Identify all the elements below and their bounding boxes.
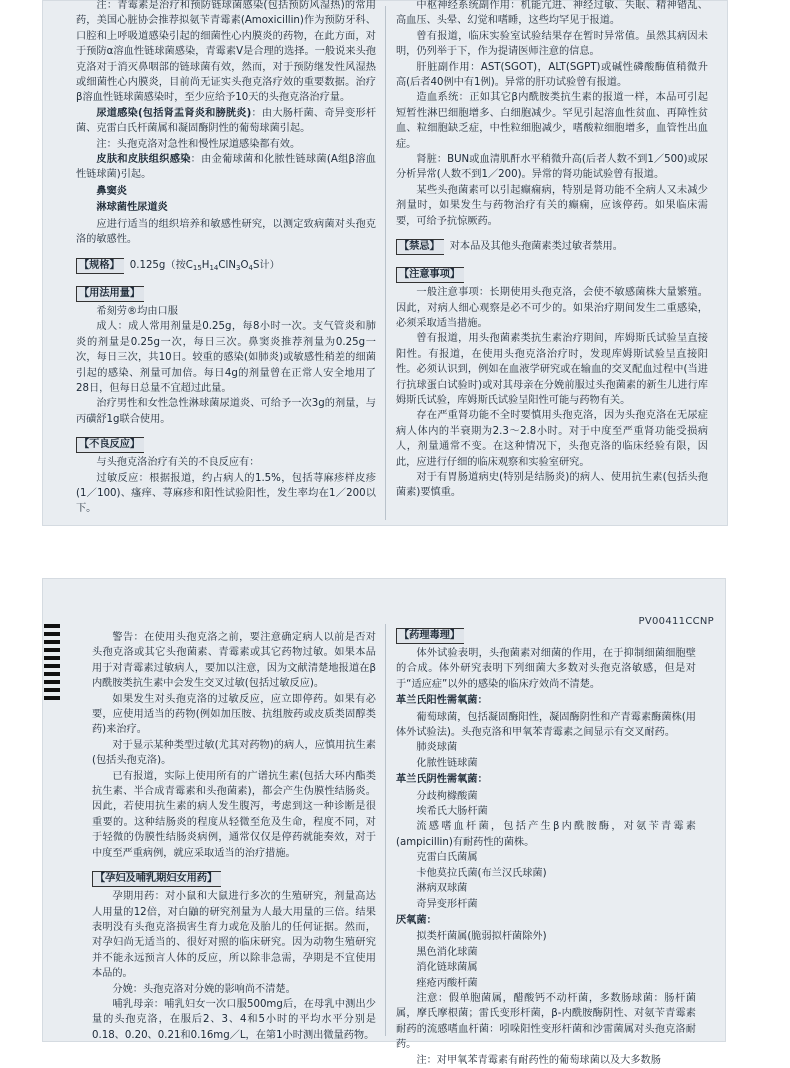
gram-negative-heading: 革兰氏阴性需氧菌： xyxy=(396,774,488,786)
usage-adult: 成人：成人常用剂量是0.25g，每8小时一次。支气管炎和肺炎的剂量是0.25g一次，每日三次。鼻窦炎推荐剂量为0.25g一次，每日三次，共10日。较重的感染(如肺炎)或敏感性稍差的细菌引起的感染、剂量可加倍。每日4g的剂量曾在正常人安全地用了28日，但每日总量不宜超过此量。 xyxy=(76,321,376,394)
organism-item: 淋病双球菌 xyxy=(416,883,468,895)
leaflet-page-2 xyxy=(42,578,726,1066)
print-registration-bars xyxy=(44,624,60,704)
organism-item: 奇异变形杆菌 xyxy=(416,898,478,910)
caution-general: 一般注意事项：长期使用头孢克洛，会使不敏感菌株大量繁殖。因此，对病人细心观察是必不可少的。如果治疗期间发生二重感染，必须采取适当措施。 xyxy=(396,287,708,329)
resistance-note-2: 注：对甲氧苯青霉素有耐药性的葡萄球菌以及大多数肠 xyxy=(416,1054,661,1066)
gonorrhea-text: 应进行适当的组织培养和敏感性研究，以测定致病菌对头孢克洛的敏感性。 xyxy=(76,218,376,246)
caution-gi: 对于有胃肠道病史(特别是结肠炎)的病人、使用抗生素(包括头孢菌素)要慎重。 xyxy=(396,471,708,499)
usage-label: 【用法用量】 xyxy=(76,286,144,302)
epilepsy-note: 某些头孢菌素可以引起癫痫病，特别是肾功能不全病人又未减少剂量时，如果发生与药物治疗有关的癫痫，应该停药。如果临床需要，可给予抗惊厥药。 xyxy=(396,184,708,227)
formula-part: H xyxy=(201,259,210,271)
organism-item: 化脓性链球菌 xyxy=(416,757,478,769)
warning-sensitive: 对于显示某种类型过敏(尤其对药物)的病人，应慎用抗生素(包括头孢克洛)。 xyxy=(92,739,376,767)
organism-item: 分歧枸橼酸菌 xyxy=(416,790,478,802)
adverse-intro: 与头孢克洛治疗有关的不良反应有： xyxy=(96,457,260,469)
gram-positive-text: 葡萄球菌，包括凝固酶阳性，凝固酶阴性和产青霉素酶菌株(用体外试验法)。头孢克洛和甲氧苯青霉素之间显示有交叉耐药。 xyxy=(396,711,696,739)
formula-part: ClN xyxy=(218,259,236,271)
contraindication-line xyxy=(396,235,708,257)
page1-left-column xyxy=(76,0,376,517)
formula-part: S计） xyxy=(252,259,280,271)
column-divider xyxy=(385,6,386,520)
organism-item: 埃希氏大肠杆菌 xyxy=(416,806,488,818)
spec-line xyxy=(76,254,376,276)
pregnancy-text: 孕期用药：对小鼠和大鼠进行多次的生殖研究，剂量高达人用量的12倍，对白鼬的研究剂量为人最大用量的三倍。结果表明没有头孢克洛损害生育力或危及胎儿的任何证据。然而，对孕妇尚无适当的、很好对照的临床研究。因为动物生殖研究并不能永远预言人体的反应，所以除非急需，孕期是不宜使用本品的。 xyxy=(92,891,376,980)
resistance-note: 注意：假单胞菌属，醋酸钙不动杆菌，多数肠球菌：肠杆菌属，摩氏摩根菌；雷氏变形杆菌，β-内酰胺酶阴性、对氨苄青霉素耐药的流感嗜血杆菌：吲哚阳性变形杆菌和沙雷菌属对头孢克洛耐药。 xyxy=(396,992,696,1051)
organism-item: 肺炎球菌 xyxy=(416,742,458,754)
formula-sub: 4 xyxy=(248,263,253,272)
nursing-text: 哺乳母亲：哺乳妇女一次口服500mg后，在母乳中测出少量的头孢克洛，在服后2、3、4和5小时的平均水平分别是0.18、0.20、0.21和0.16mg／L，在第1小时测出微量药物。 xyxy=(92,998,376,1041)
caution-label: 【注意事项】 xyxy=(396,267,464,283)
caution-renal: 存在严重肾功能不全时要慎用头孢克洛，因为头孢克洛在无尿症病人体内的半衰期为2.3～2.8小时。对于中度至严重肾功能受损病人，剂量通常不变。在这种情况下，头孢克洛的临床经验有限，因此，应进行仔细的临床观察和实验室研究。 xyxy=(396,410,708,468)
skin-heading: 皮肤和皮肤组织感染 xyxy=(96,154,191,166)
page1-right-column xyxy=(396,0,708,501)
pregnancy-label: 【孕妇及哺乳期妇女用药】 xyxy=(92,871,221,887)
kidney-effects: 肾脏：BUN或血清肌酐水平稍微升高(后者人数不到1／500)或尿分析异常(人数不到1／200)。异常的肾功能试验曾有报道。 xyxy=(396,154,708,181)
gonorrhea-heading: 淋球菌性尿道炎 xyxy=(96,202,168,214)
formula-sub: 15 xyxy=(192,263,202,272)
organism-item: 卡他莫拉氏菌(布兰汉氏球菌) xyxy=(416,867,547,879)
pharmacology-text: 体外试验表明，头孢菌素对细菌的作用，在于抑制细菌细胞壁的合成。体外研究表明下列细菌大多数对头孢克洛敏感，但是对于“适应症”以外的感染的临床疗效尚不清楚。 xyxy=(396,648,696,690)
urinary-heading: 尿道感染(包括肾盂肾炎和膀胱炎) xyxy=(96,107,252,119)
contraindication-text: 对本品及其他头孢菌素类过敏者禁用。 xyxy=(449,241,623,253)
contraindication-label: 【禁忌】 xyxy=(396,239,444,255)
page2-right-column xyxy=(396,624,696,1068)
leaflet-page-1 xyxy=(42,0,728,526)
skin-text: ：由金葡球菌和化脓性链球菌(A组β溶血性链球菌)引起。 xyxy=(76,154,376,181)
column-divider xyxy=(385,624,386,1036)
organism-item: 黑色消化球菌 xyxy=(416,946,478,958)
pharmacology-label: 【药理毒理】 xyxy=(396,628,464,644)
organism-item: 消化链球菌属 xyxy=(416,962,478,974)
leaflet-code: PV00411CCNP xyxy=(638,616,714,627)
labor-text: 分娩：头孢克洛对分娩的影响尚不清楚。 xyxy=(112,983,296,995)
adverse-label: 【不良反应】 xyxy=(76,437,144,453)
organism-item: 拟类杆菌属(脆弱拟杆菌除外) xyxy=(416,931,547,943)
warning-reaction: 如果发生对头孢克洛的过敏反应，应立即停药。如果有必要，应使用适当的药物(例如加压胺、抗组胺药或皮质类固醇类药)来治疗。 xyxy=(92,693,376,736)
adverse-allergy: 过敏反应：根据报道，约占病人的1.5%，包括荨麻疹样皮疹(1／100)、瘙痒、荨麻疹和阳性试验阳性，发生率均在1／200以下。 xyxy=(76,472,376,515)
usage-gonorrhea: 治疗男性和女性急性淋球菌尿道炎、可给予一次3g的剂量，与丙磺舒1g联合使用。 xyxy=(76,398,376,425)
gram-positive-heading: 革兰氏阳性需氧菌： xyxy=(396,695,488,707)
spec-label: 【规格】 xyxy=(76,258,124,274)
warning-colitis: 已有报道，实际上使用所有的广谱抗生素(包括大环内酯类抗生素、半合成青霉素和头孢菌素)，都会产生伪膜性结肠炎。因此，若使用抗生素的病人发生腹泻，考虑到这一种诊断是很重要的。这种结肠炎的程度从轻微至危及生命，程度不同，对于轻微的伪膜性结肠炎病例，通常仅仅是停药就能奏效，对于中度至严重病例，就应采取适当的治疗措施。 xyxy=(92,770,376,859)
cns-effects: 中枢神经系统副作用：机能亢进、神经过敏、失眠、精神错乱、高血压、头晕、幻觉和嗜睡，这些均罕见于报道。 xyxy=(396,0,708,27)
organism-item: 克雷白氏菌属 xyxy=(416,852,478,864)
formula-part: O xyxy=(240,259,249,271)
sinusitis-heading: 鼻窦炎 xyxy=(96,185,127,197)
urinary-note: 注：头孢克洛对急性和慢性尿道感染都有效。 xyxy=(96,138,301,150)
gram-negative-text: 流感嗜血杆菌，包括产生β内酰胺酶，对氨苄青霉素(ampicillin)有耐药性的菌株。 xyxy=(396,821,696,848)
caution-coombs: 曾有报道，用头孢菌素类抗生素治疗期间，库姆斯氏试验呈直接阳性。有报道，在使用头孢克洛治疗时，发现库姆斯试验呈直接阳性。必须认识到，例如在血液学研究或在输血的交叉配血过程中(当进行抗球蛋白试验时)或对其母亲在分娩前服过头孢菌素的新生儿进行库姆斯氏试验，库姆斯氏试验呈阳性可能与药物有关。 xyxy=(396,333,708,406)
lab-reported: 曾有报道，临床实验室试验结果存在暂时异常值。虽然其病因未明，仍列举于下，作为提请医师注意的信息。 xyxy=(396,30,708,58)
warning-allergy: 警告：在使用头孢克洛之前，要注意确定病人以前是否对头孢克洛或其它头孢菌素、青霉素或其它药物过敏。如果本品用于对青霉素过敏病人，要加以注意，因为文献清楚地报道在β内酰胺类抗生素中会发生交叉过敏(包括过敏反应)。 xyxy=(92,632,376,690)
organism-item: 痤疮丙酸杆菌 xyxy=(416,977,478,989)
formula-sub: 14 xyxy=(209,263,219,272)
formula-sub: 3 xyxy=(235,263,241,272)
usage-product: 希刻劳®均由口服 xyxy=(96,305,178,317)
anaerobe-heading: 厌氧菌： xyxy=(396,914,437,926)
page2-left-column xyxy=(92,630,376,1043)
blood-effects: 造血系统：正如其它β内酰胺类抗生素的报道一样，本品可引起短暂性淋巴细胞增多、白细胞减少。罕见引起溶血性贫血、再障性贫血、粒细胞缺乏症，中性粒细胞减少，嗜酸粒细胞增多，血管性出血症。 xyxy=(396,92,708,150)
spec-value: 0.125g（按C xyxy=(129,259,193,271)
strep-note: 注：青霉素是治疗和预防链球菌感染(包括预防风湿热)的常用药，美国心脏协会推荐拟氨苄青霉素(Amoxicillin)作为预防牙科、口腔和上呼吸道感染引起的细菌性心内膜炎的药物，在此方面，对于预防α溶血性链球菌感染，青霉素V是合理的选择。一般说来头孢克洛对于消灭鼻咽部的链球菌有效，然而，对于预防继发性风湿热或细菌性心内膜炎，目前尚无证实头孢克洛疗效的重要数据。治疗β溶血性链球菌感染时，至少应给予10天的头孢克洛治疗量。 xyxy=(76,0,376,104)
urinary-text: ：由大肠杆菌、奇异变形杆菌、克雷白氏杆菌属和凝固酶阴性的葡萄球菌引起。 xyxy=(76,107,377,135)
liver-effects: 肝脏副作用：AST(SGOT)，ALT(SGPT)或碱性磷酸酶值稍微升高(后者40例中有1例)。异常的肝功试验曾有报道。 xyxy=(396,61,708,89)
